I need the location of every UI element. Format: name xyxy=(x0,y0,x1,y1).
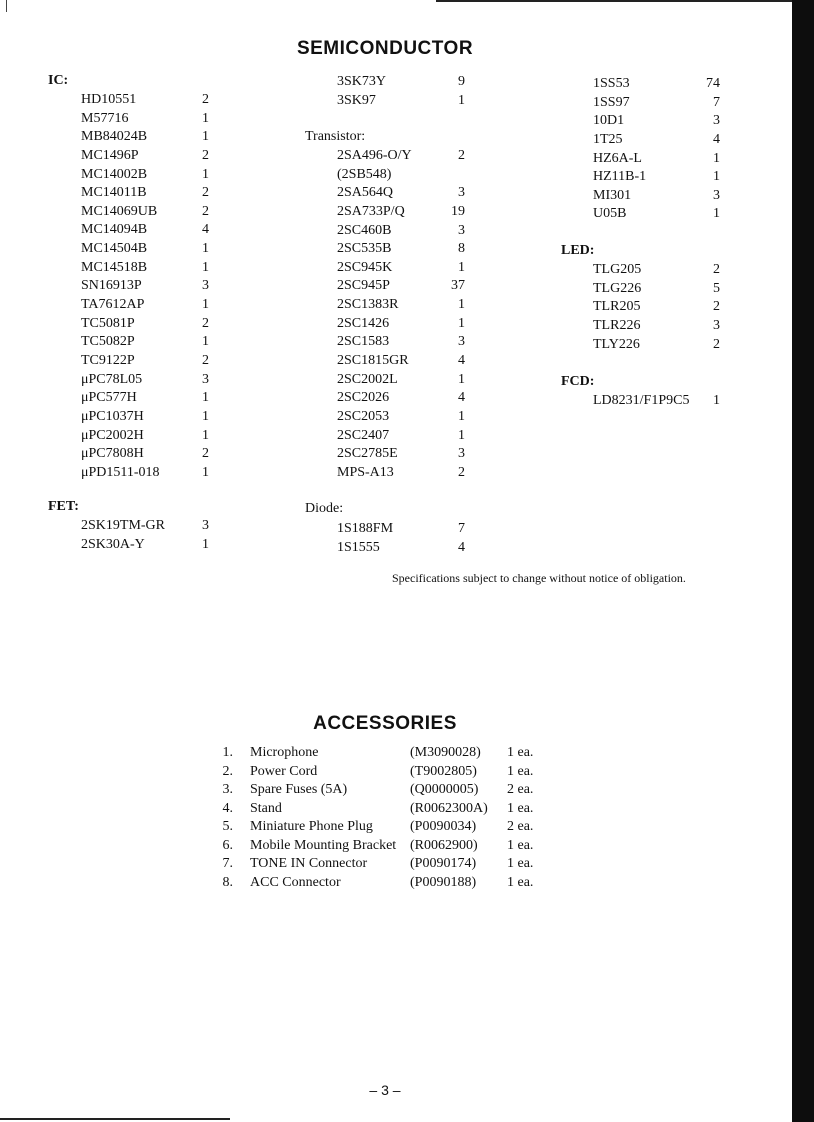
part-name: 2SA496-O/Y xyxy=(337,148,412,163)
part-qty: 1 xyxy=(202,334,209,350)
part-qty: 2 xyxy=(713,336,720,352)
part-row xyxy=(337,539,469,558)
part-qty: 3 xyxy=(202,518,209,533)
part-row xyxy=(593,298,723,317)
accessory-name: TONE IN Connector xyxy=(250,856,368,871)
part-name: 2SC2053 xyxy=(337,408,390,424)
accessory-number: 6. xyxy=(222,837,233,853)
accessory-name: Mobile Mounting Bracket xyxy=(250,837,397,853)
accessory-part-code: (T9002805) xyxy=(410,763,477,779)
part-name: MC14011B xyxy=(81,185,147,201)
part-name: 10D1 xyxy=(593,113,625,129)
accessory-row xyxy=(217,837,547,856)
part-name: (2SB548) xyxy=(337,166,392,182)
part-qty: 2 xyxy=(458,148,465,163)
part-name: 3SK97 xyxy=(337,92,376,108)
part-qty: 1 xyxy=(202,390,209,406)
accessory-qty: 1 ea. xyxy=(507,856,534,871)
part-name: 1S188FM xyxy=(337,521,394,536)
part-row xyxy=(337,520,469,539)
semiconductor-title: SEMICONDUCTOR xyxy=(296,38,474,59)
accessory-number: 7. xyxy=(222,856,233,871)
part-qty: 1 xyxy=(202,297,209,313)
part-name: TA7612AP xyxy=(81,297,145,313)
scan-edge-right xyxy=(792,0,814,1122)
part-name: 2SC460B xyxy=(337,222,392,238)
part-row xyxy=(593,168,723,187)
part-row xyxy=(81,517,221,536)
part-row xyxy=(337,389,469,408)
accessory-row xyxy=(217,744,547,763)
part-qty: 1 xyxy=(458,297,465,313)
part-qty: 3 xyxy=(458,222,465,238)
accessory-number: 1. xyxy=(222,745,233,760)
part-qty: 3 xyxy=(202,371,209,387)
part-name: 2SK19TM-GR xyxy=(81,518,166,533)
part-name: 3SK73Y xyxy=(337,74,387,89)
part-qty: 2 xyxy=(202,92,209,107)
part-row xyxy=(593,187,723,206)
part-name: 2SC2785E xyxy=(337,446,398,462)
accessory-name: ACC Connector xyxy=(250,874,341,890)
part-qty: 3 xyxy=(458,334,465,350)
accessory-row xyxy=(217,818,547,837)
accessory-qty: 1 ea. xyxy=(507,763,534,779)
part-qty: 7 xyxy=(458,521,465,536)
part-qty: 4 xyxy=(458,390,465,406)
part-row xyxy=(337,352,469,371)
part-row xyxy=(337,259,469,278)
part-qty: 2 xyxy=(202,352,209,368)
transistor-list xyxy=(337,147,469,483)
part-qty: 1 xyxy=(202,166,209,182)
part-qty: 1 xyxy=(202,129,209,145)
part-name: MC14002B xyxy=(81,166,148,182)
part-name: 1T25 xyxy=(593,131,623,147)
accessories-list xyxy=(217,744,547,892)
part-qty: 2 xyxy=(713,262,720,277)
part-qty: 3 xyxy=(713,113,720,129)
part-qty: 3 xyxy=(458,446,465,462)
accessory-qty: 1 ea. xyxy=(507,837,534,853)
part-name: 1S1555 xyxy=(337,539,380,555)
part-name: MC14069UB xyxy=(81,203,158,219)
part-name: M57716 xyxy=(81,110,129,126)
accessory-qty: 1 ea. xyxy=(507,745,534,760)
part-qty: 1 xyxy=(202,464,209,480)
part-qty: 1 xyxy=(713,150,720,166)
accessory-number: 2. xyxy=(222,763,233,779)
part-name: 2SC1383R xyxy=(337,297,399,313)
part-row xyxy=(81,128,221,147)
part-row xyxy=(81,147,221,166)
accessory-row xyxy=(217,781,547,800)
led-list xyxy=(593,261,723,354)
accessory-qty: 1 ea. xyxy=(507,874,534,890)
accessory-name: Stand xyxy=(250,800,282,816)
part-row xyxy=(81,389,221,408)
part-row xyxy=(81,221,221,240)
scan-edge-top xyxy=(436,0,792,2)
part-row xyxy=(81,91,221,110)
part-name: μPD1511-018 xyxy=(81,464,160,480)
part-name: TC5082P xyxy=(81,334,135,350)
part-name: MC14094B xyxy=(81,222,148,238)
part-row xyxy=(337,277,469,296)
part-name: LD8231/F1P9C5 xyxy=(593,393,690,408)
transistor-heading: Transistor: xyxy=(305,129,366,144)
part-qty: 4 xyxy=(713,131,720,147)
part-row xyxy=(337,445,469,464)
accessory-number: 8. xyxy=(222,874,233,890)
part-qty: 2 xyxy=(713,299,720,315)
accessory-row xyxy=(217,874,547,893)
part-qty: 2 xyxy=(202,185,209,201)
part-row xyxy=(81,408,221,427)
accessory-number: 5. xyxy=(222,819,233,834)
part-name: TLY226 xyxy=(593,336,640,352)
led-heading: LED: xyxy=(561,243,595,258)
part-qty: 2 xyxy=(202,446,209,462)
part-qty: 1 xyxy=(202,408,209,424)
part-name: 2SA733P/Q xyxy=(337,203,405,219)
accessory-name: Power Cord xyxy=(250,763,318,779)
accessory-row xyxy=(217,855,547,874)
part-row xyxy=(593,392,723,411)
accessory-name: Spare Fuses (5A) xyxy=(250,782,348,797)
part-row xyxy=(337,333,469,352)
part-name: TC9122P xyxy=(81,352,135,368)
part-row xyxy=(81,464,221,483)
part-name: 2SA564Q xyxy=(337,185,394,201)
part-name: 2SC945K xyxy=(337,259,393,275)
part-name: SN16913P xyxy=(81,278,142,294)
part-row xyxy=(81,203,221,222)
part-qty: 1 xyxy=(202,536,209,552)
part-row xyxy=(593,131,723,150)
part-row xyxy=(593,94,723,113)
part-row xyxy=(593,336,723,355)
accessory-part-code: (M3090028) xyxy=(410,745,481,760)
part-qty: 74 xyxy=(706,76,720,91)
accessory-part-code: (P0090034) xyxy=(410,819,477,834)
part-row xyxy=(337,315,469,334)
part-row xyxy=(81,259,221,278)
part-name: 2SC945P xyxy=(337,278,390,294)
part-qty: 1 xyxy=(713,393,720,408)
part-row xyxy=(81,352,221,371)
part-row xyxy=(81,333,221,352)
part-qty: 3 xyxy=(458,185,465,201)
part-row xyxy=(593,317,723,336)
part-row xyxy=(337,147,469,166)
part-name: TLG205 xyxy=(593,262,642,277)
part-qty: 1 xyxy=(458,92,465,108)
part-row xyxy=(593,261,723,280)
part-name: HZ11B-1 xyxy=(593,169,647,185)
part-name: MC14518B xyxy=(81,259,148,275)
part-name: 1SS53 xyxy=(593,76,630,91)
part-row xyxy=(81,184,221,203)
part-row xyxy=(593,205,723,224)
part-name: 2SC2026 xyxy=(337,390,390,406)
part-row xyxy=(81,427,221,446)
part-row xyxy=(337,371,469,390)
part-row xyxy=(593,75,723,94)
part-row xyxy=(337,203,469,222)
accessory-part-code: (Q0000005) xyxy=(410,782,479,797)
part-row xyxy=(337,296,469,315)
part-qty: 3 xyxy=(713,187,720,203)
part-row xyxy=(81,166,221,185)
diode-list-continued xyxy=(593,75,723,224)
part-qty: 7 xyxy=(713,94,720,110)
part-name: MPS-A13 xyxy=(337,464,394,480)
part-row xyxy=(337,166,469,185)
part-name: 2SK30A-Y xyxy=(81,536,145,552)
part-qty: 1 xyxy=(458,427,465,443)
part-row xyxy=(81,445,221,464)
part-qty: 1 xyxy=(458,408,465,424)
part-qty: 5 xyxy=(713,280,720,296)
part-name: μPC1037H xyxy=(81,408,144,424)
part-name: 2SC1583 xyxy=(337,334,390,350)
scan-edge-left xyxy=(6,0,7,12)
part-row xyxy=(337,427,469,446)
part-name: TC5081P xyxy=(81,315,135,331)
part-row xyxy=(81,277,221,296)
part-name: μPC78L05 xyxy=(81,371,143,387)
part-qty: 1 xyxy=(202,241,209,257)
part-name: 2SC2407 xyxy=(337,427,390,443)
part-row xyxy=(81,240,221,259)
accessory-row xyxy=(217,763,547,782)
part-row xyxy=(81,536,221,555)
part-row xyxy=(337,464,469,483)
part-name: μPC2002H xyxy=(81,427,144,443)
ic-list xyxy=(81,91,221,482)
part-name: 2SC2002L xyxy=(337,371,398,387)
accessory-part-code: (P0090174) xyxy=(410,856,477,871)
part-name: MB84024B xyxy=(81,129,148,145)
diode-heading: Diode: xyxy=(305,501,344,516)
part-name: 2SC1426 xyxy=(337,315,390,331)
part-qty: 19 xyxy=(451,203,465,219)
part-row xyxy=(81,110,221,129)
page-number: – 3 – xyxy=(369,1082,401,1098)
accessory-part-code: (R0062900) xyxy=(410,837,478,853)
fet-heading: FET: xyxy=(48,499,79,514)
accessory-qty: 2 ea. xyxy=(507,819,534,834)
part-name: 2SC1815GR xyxy=(337,353,409,369)
part-qty: 1 xyxy=(458,315,465,331)
accessory-qty: 1 ea. xyxy=(507,800,534,816)
part-row xyxy=(81,371,221,390)
ic-heading: IC: xyxy=(48,73,69,88)
part-qty: 3 xyxy=(713,317,720,333)
accessories-title: ACCESSORIES xyxy=(313,713,457,734)
part-row xyxy=(337,92,469,111)
fcd-list xyxy=(593,392,723,411)
part-qty: 1 xyxy=(202,427,209,443)
part-qty: 9 xyxy=(458,74,465,89)
part-name: U05B xyxy=(593,206,627,222)
part-row xyxy=(337,408,469,427)
part-qty: 3 xyxy=(202,278,209,294)
accessory-qty: 2 ea. xyxy=(507,782,534,797)
accessory-name: Miniature Phone Plug xyxy=(250,819,373,834)
part-qty: 2 xyxy=(202,315,209,331)
diode-list xyxy=(337,520,469,557)
part-name: TLG226 xyxy=(593,280,642,296)
part-name: 2SC535B xyxy=(337,241,392,257)
part-name: TLR226 xyxy=(593,317,641,333)
part-qty: 8 xyxy=(458,241,465,257)
part-qty: 1 xyxy=(202,110,209,126)
part-name: 1SS97 xyxy=(593,94,630,110)
part-row xyxy=(593,150,723,169)
part-qty: 1 xyxy=(713,206,720,222)
accessory-part-code: (R0062300A) xyxy=(410,800,488,816)
accessory-row xyxy=(217,800,547,819)
part-qty: 1 xyxy=(202,259,209,275)
part-row xyxy=(337,222,469,241)
part-qty: 1 xyxy=(458,259,465,275)
part-name: μPC7808H xyxy=(81,446,144,462)
part-qty: 2 xyxy=(458,464,465,480)
scan-edge-bottom xyxy=(0,1118,230,1120)
part-name: HZ6A-L xyxy=(593,150,642,166)
part-name: TLR205 xyxy=(593,299,641,315)
part-qty: 4 xyxy=(458,353,465,369)
part-qty: 4 xyxy=(202,222,209,238)
part-row xyxy=(81,296,221,315)
accessory-number: 3. xyxy=(222,782,233,797)
specifications-note: Specifications subject to change without notice of obligation. xyxy=(392,571,686,585)
part-name: MC1496P xyxy=(81,147,139,163)
part-qty: 2 xyxy=(202,203,209,219)
accessory-name: Microphone xyxy=(250,745,319,760)
part-qty: 2 xyxy=(202,147,209,163)
part-name: HD10551 xyxy=(81,92,137,107)
part-row xyxy=(337,240,469,259)
part-row xyxy=(337,73,469,92)
part-row xyxy=(337,184,469,203)
mosfet-list xyxy=(337,73,469,110)
part-qty: 4 xyxy=(458,539,465,555)
part-qty: 37 xyxy=(451,278,465,294)
part-qty: 1 xyxy=(458,371,465,387)
part-name: μPC577H xyxy=(81,390,137,406)
accessory-part-code: (P0090188) xyxy=(410,874,477,890)
fcd-heading: FCD: xyxy=(561,374,595,389)
part-row xyxy=(593,280,723,299)
part-name: MI301 xyxy=(593,187,632,203)
part-row xyxy=(593,112,723,131)
fet-list xyxy=(81,517,221,554)
part-row xyxy=(81,315,221,334)
part-name: MC14504B xyxy=(81,241,148,257)
accessory-number: 4. xyxy=(222,800,233,816)
part-qty: 1 xyxy=(713,169,720,185)
